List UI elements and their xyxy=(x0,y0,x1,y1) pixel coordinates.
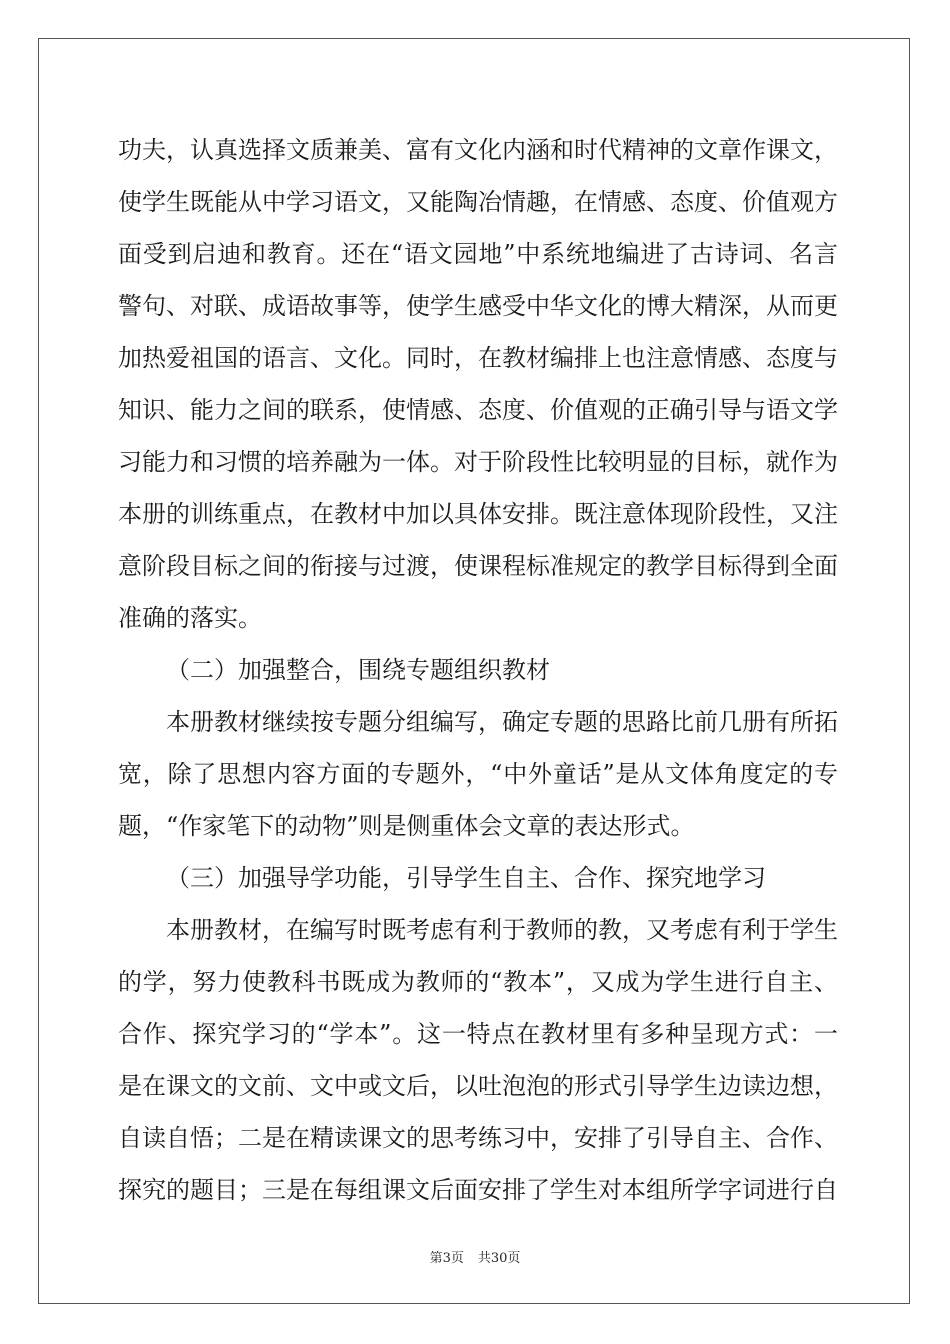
page-number-current: 第3页 xyxy=(429,1251,464,1266)
text-line: 本册教材继续按专题分组编写，确定专题的思路比前几册有所拓 xyxy=(166,708,838,736)
text-line: 准确的落实。 xyxy=(118,604,262,632)
text-line: 是在课文的文前、文中或文后，以吐泡泡的形式引导学生边读边想， xyxy=(118,1072,838,1100)
text-line: 知识、能力之间的联系，使情感、态度、价值观的正确引导与语文学 xyxy=(118,396,838,424)
text-line: 本册教材，在编写时既考虑有利于教师的教，又考虑有利于学生 xyxy=(166,916,838,944)
text-line: 面受到启迪和教育。还在“语文园地”中系统地编进了古诗词、名言 xyxy=(118,240,838,268)
text-line: 宽，除了思想内容方面的专题外，“中外童话”是从文体角度定的专 xyxy=(118,760,838,788)
text-line: 探究的题目；三是在每组课文后面安排了学生对本组所学字词进行自 xyxy=(118,1176,838,1204)
page-number-total: 共30页 xyxy=(477,1251,521,1266)
document-body xyxy=(118,124,838,1216)
text-line: 合作、探究学习的“学本”。这一特点在教材里有多种呈现方式：一 xyxy=(118,1020,838,1048)
text-line: 题，“作家笔下的动物”则是侧重体会文章的表达形式。 xyxy=(118,812,695,840)
text-line: 本册的训练重点，在教材中加以具体安排。既注意体现阶段性，又注 xyxy=(118,500,838,528)
text-line: 功夫，认真选择文质兼美、富有文化内涵和时代精神的文章作课文， xyxy=(118,136,838,164)
section-heading: （三）加强导学功能，引导学生自主、合作、探究地学习 xyxy=(166,864,766,892)
section-heading: （二）加强整合，围绕专题组织教材 xyxy=(166,656,550,684)
text-line: 加热爱祖国的语言、文化。同时，在教材编排上也注意情感、态度与 xyxy=(118,344,838,372)
text-line: 自读自悟；二是在精读课文的思考练习中，安排了引导自主、合作、 xyxy=(118,1124,838,1152)
text-line: 意阶段目标之间的衔接与过渡，使课程标准规定的教学目标得到全面 xyxy=(118,552,838,580)
text-line: 习能力和习惯的培养融为一体。对于阶段性比较明显的目标，就作为 xyxy=(118,448,838,476)
text-line: 警句、对联、成语故事等，使学生感受中华文化的博大精深，从而更 xyxy=(118,292,838,320)
text-line: 使学生既能从中学习语文，又能陶冶情趣，在情感、态度、价值观方 xyxy=(118,188,838,216)
text-line: 的学，努力使教科书既成为教师的“教本”，又成为学生进行自主、 xyxy=(118,968,838,996)
page-footer xyxy=(0,1247,950,1266)
